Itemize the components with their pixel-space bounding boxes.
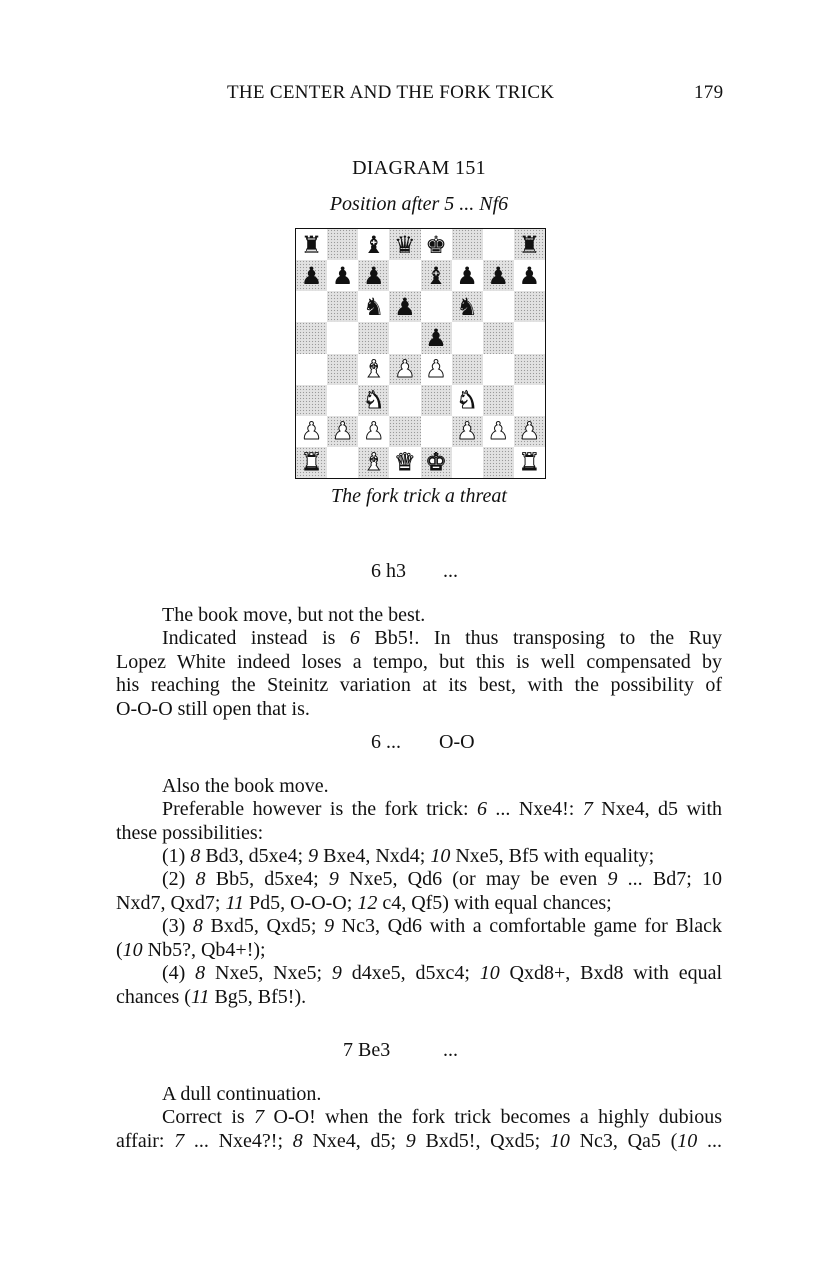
black-king-icon: ♚ [425,230,447,259]
square-e2 [421,416,452,447]
square-a3 [296,385,327,416]
text-line: affair: 7 ... Nxe4?!; 8 Nxe4, d5; 9 Bxd5!, Qxd5; 10 Nc3, Qa5 (10 ... [116,1129,722,1152]
square-b6 [327,291,358,322]
text-line: (2) 8 Bb5, d5xe4; 9 Nxe5, Qd6 (or may be even 9 ... Bd7; 10 [162,868,722,890]
square-d2 [389,416,420,447]
square-b3 [327,385,358,416]
black-pawn-icon: ♟ [487,261,510,290]
black-move: O-O [439,731,475,753]
white-move: 6 h3 [371,560,406,582]
square-d1 [389,447,420,478]
black-pawn-icon: ♟ [331,261,354,290]
white-pawn-icon: ♟ [331,417,354,446]
square-f1 [452,447,483,478]
square-a1 [296,447,327,478]
text-line: O-O-O still open that is. [116,697,310,720]
text-line: Indicated instead is 6 Bb5!. In thus transposing to the Ruy [162,627,723,649]
square-b4 [327,354,358,385]
square-c6 [358,291,389,322]
square-a6 [296,291,327,322]
paragraph [116,962,722,1009]
text-line: A dull continuation. [162,1083,322,1105]
square-b8 [327,229,358,260]
page-number: 179 [694,82,724,103]
square-b1 [327,447,358,478]
square-g1 [483,447,514,478]
square-e3 [421,385,452,416]
square-c5 [358,322,389,353]
paragraph [116,775,722,799]
text-line: his reaching the Steinitz variation at its best, with the possibility of [116,674,722,696]
text-line: Also the book move. [162,775,329,797]
paragraph [116,798,722,845]
square-g2 [483,416,514,447]
black-bishop-icon: ♝ [363,230,385,259]
text-line: (4) 8 Nxe5, Nxe5; 9 d4xe5, d5xc4; 10 Qxd8+, Bxd8 with equal [162,962,723,984]
square-f2 [452,416,483,447]
square-c2 [358,416,389,447]
white-move: 7 Be3 [343,1039,391,1061]
square-h8 [514,229,545,260]
white-pawn-icon: ♟ [518,417,541,446]
square-f5 [452,322,483,353]
square-b5 [327,322,358,353]
white-pawn-icon: ♟ [456,417,478,446]
square-d3 [389,385,420,416]
text-line: Preferable however is the fork trick: 6 ... Nxe4!: 7 Nxe4, d5 with [162,798,722,820]
square-a8 [296,229,327,260]
white-pawn-icon: ♟ [363,417,385,446]
move-line [0,560,838,584]
text-line: these possibilities: [116,821,264,844]
diagram-caption: The fork trick a threat [331,485,507,507]
square-a4 [296,354,327,385]
text-line: The book move, but not the best. [162,604,426,626]
square-g4 [483,354,514,385]
square-f7 [452,260,483,291]
paragraph [116,604,722,628]
white-king-icon: ♚ [425,448,447,477]
square-f6 [452,291,483,322]
square-c1 [358,447,389,478]
square-e5 [421,322,452,353]
move-line [0,1039,838,1063]
square-e8 [421,229,452,260]
black-rook-icon: ♜ [518,230,541,259]
paragraph [116,1083,722,1107]
move-line [0,731,838,755]
black-move: ... [443,1039,458,1061]
square-c7 [358,260,389,291]
square-e1 [421,447,452,478]
diagram-subtitle: Position after 5 ... Nf6 [329,193,509,215]
text-line: Nxd7, Qxd7; 11 Pd5, O-O-O; 12 c4, Qf5) with equal chances; [116,891,612,914]
white-rook-icon: ♜ [518,448,541,477]
black-pawn-icon: ♟ [363,261,385,290]
square-c8 [358,229,389,260]
white-knight-icon: ♞ [456,386,478,415]
paragraph [116,1106,722,1153]
square-f8 [452,229,483,260]
paragraph [116,845,722,869]
paragraph [116,915,722,962]
black-pawn-icon: ♟ [394,292,416,321]
black-queen-icon: ♛ [394,230,416,259]
black-knight-icon: ♞ [456,292,478,321]
text-line: (1) 8 Bd3, d5xe4; 9 Bxe4, Nxd4; 10 Nxe5, Bf5 with equality; [162,845,655,867]
white-pawn-icon: ♟ [487,417,510,446]
white-move: 6 ... [371,731,401,753]
square-a5 [296,322,327,353]
text-line: chances (11 Bg5, Bf5!). [116,985,307,1008]
black-pawn-icon: ♟ [518,261,541,290]
black-knight-icon: ♞ [363,292,385,321]
square-h5 [514,322,545,353]
square-e7 [421,260,452,291]
paragraph [116,868,722,915]
white-queen-icon: ♛ [394,448,416,477]
white-pawn-icon: ♟ [394,355,416,384]
square-h1 [514,447,545,478]
square-d7 [389,260,420,291]
square-a2 [296,416,327,447]
black-move: ... [443,560,458,582]
square-c3 [358,385,389,416]
black-pawn-icon: ♟ [300,261,323,290]
square-h2 [514,416,545,447]
square-g8 [483,229,514,260]
text-line: Correct is 7 O-O! when the fork trick becomes a highly dubious [162,1106,723,1128]
square-d8 [389,229,420,260]
text-line: (10 Nb5?, Qb4+!); [116,938,266,961]
running-head [0,82,838,106]
black-bishop-icon: ♝ [425,261,447,290]
square-h7 [514,260,545,291]
text-line: (3) 8 Bxd5, Qxd5; 9 Nc3, Qd6 with a comfortable game for Black [162,915,722,937]
white-bishop-icon: ♝ [363,448,385,477]
white-bishop-icon: ♝ [363,355,385,384]
square-f3 [452,385,483,416]
square-b7 [327,260,358,291]
text-line: Lopez White indeed loses a tempo, but this is well compensated by [116,650,722,673]
black-rook-icon: ♜ [300,230,323,259]
black-pawn-icon: ♟ [425,323,447,352]
chess-board [295,228,546,479]
square-e6 [421,291,452,322]
diagram-title: DIAGRAM 151 [352,157,486,179]
square-h4 [514,354,545,385]
white-rook-icon: ♜ [300,448,323,477]
running-title: THE CENTER AND THE FORK TRICK [227,82,555,103]
square-d6 [389,291,420,322]
square-d4 [389,354,420,385]
white-pawn-icon: ♟ [425,355,447,384]
white-knight-icon: ♞ [363,386,385,415]
square-f4 [452,354,483,385]
square-c4 [358,354,389,385]
white-pawn-icon: ♟ [300,417,323,446]
square-e4 [421,354,452,385]
square-g7 [483,260,514,291]
square-b2 [327,416,358,447]
paragraph [116,627,722,721]
square-h3 [514,385,545,416]
square-d5 [389,322,420,353]
square-h6 [514,291,545,322]
black-pawn-icon: ♟ [456,261,478,290]
square-a7 [296,260,327,291]
square-g6 [483,291,514,322]
square-g5 [483,322,514,353]
square-g3 [483,385,514,416]
